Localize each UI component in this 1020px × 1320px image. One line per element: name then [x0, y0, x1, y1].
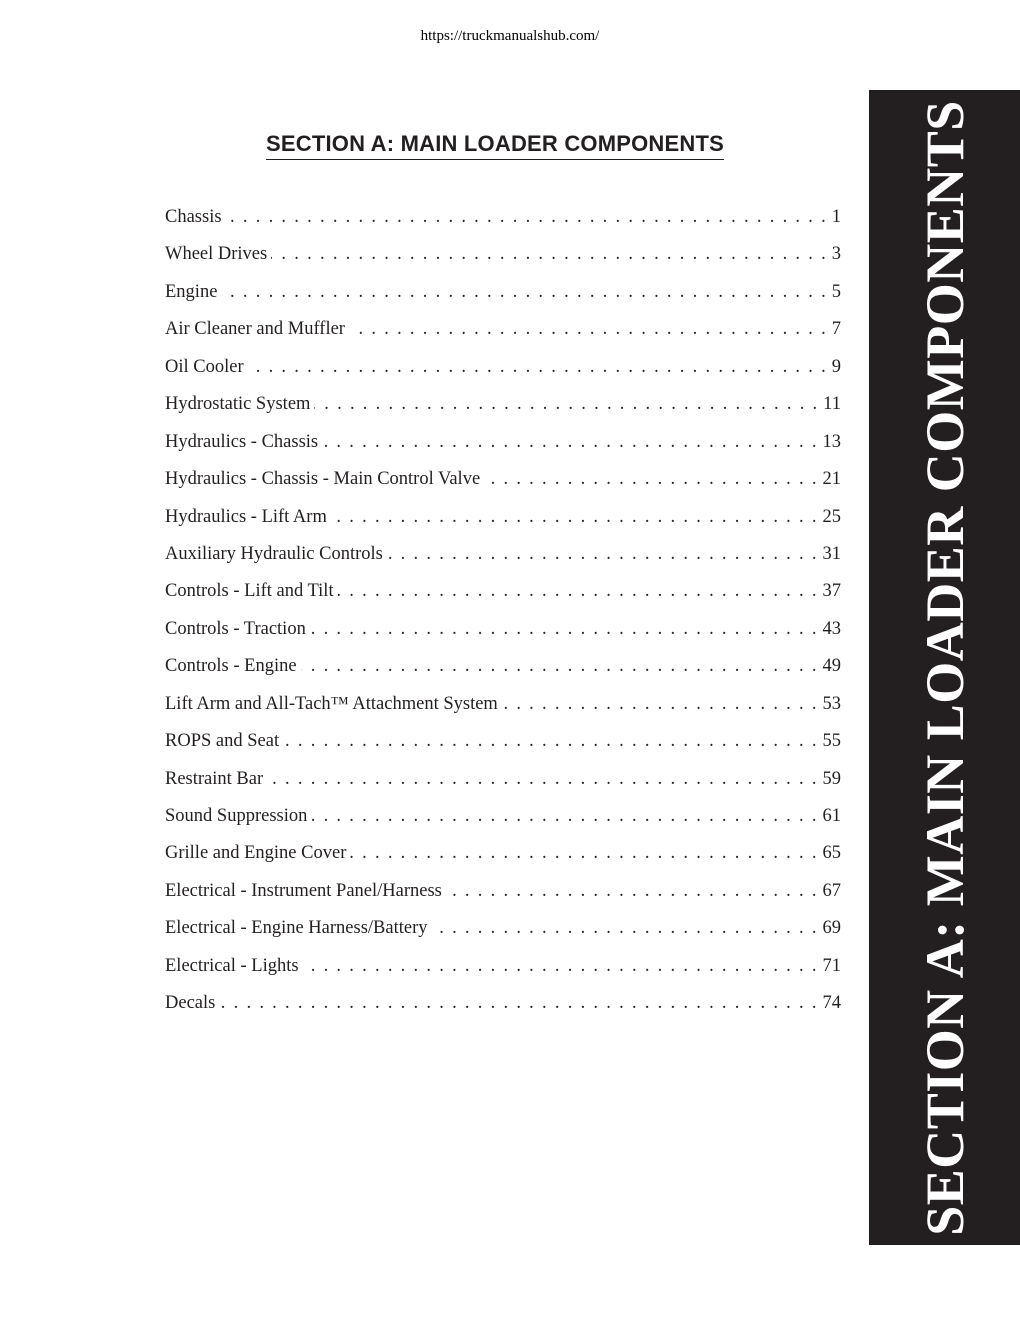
- toc-label: Engine: [165, 281, 218, 302]
- toc-row-air-cleaner[interactable]: [165, 319, 841, 356]
- toc-label: Oil Cooler: [165, 356, 244, 377]
- toc-page-number: 7: [831, 319, 841, 340]
- toc-leader-dots: [248, 357, 826, 378]
- toc-page-number: 65: [822, 843, 841, 864]
- toc-leader-dots: [271, 244, 826, 265]
- toc-row-chassis[interactable]: [165, 207, 841, 244]
- toc-leader-dots: [226, 207, 826, 228]
- page-title-text: SECTION A: MAIN LOADER COMPONENTS: [266, 131, 724, 160]
- toc-label: Decals: [165, 993, 216, 1014]
- toc-leader-dots: [350, 843, 816, 864]
- toc-page-number: 53: [822, 693, 841, 714]
- toc-row-rops-seat[interactable]: [165, 731, 841, 768]
- toc-row-decals[interactable]: [165, 993, 841, 1030]
- toc-row-main-control-valve[interactable]: [165, 469, 841, 506]
- toc-label: Grille and Engine Cover: [165, 843, 347, 864]
- toc-label: ROPS and Seat: [165, 731, 280, 752]
- toc-leader-dots: [349, 319, 826, 340]
- toc-row-controls-lift-tilt[interactable]: [165, 581, 841, 618]
- table-of-contents: [165, 207, 841, 1031]
- toc-row-electrical-instrument-panel[interactable]: [165, 881, 841, 918]
- toc-page-number: 67: [822, 880, 841, 901]
- toc-label: Controls - Lift and Tilt: [165, 581, 334, 602]
- toc-row-lift-arm-all-tach[interactable]: [165, 694, 841, 731]
- toc-leader-dots: [387, 544, 817, 565]
- toc-leader-dots: [502, 694, 817, 715]
- toc-row-hydrostatic-system[interactable]: [165, 394, 841, 431]
- toc-label: Controls - Traction: [165, 618, 306, 639]
- toc-page-number: 49: [822, 656, 841, 677]
- toc-label: Electrical - Engine Harness/Battery: [165, 918, 428, 939]
- section-side-tab: [869, 90, 1020, 1245]
- toc-page-number: 9: [831, 356, 841, 377]
- toc-leader-dots: [314, 394, 817, 415]
- toc-leader-dots: [484, 469, 816, 490]
- toc-label: Hydraulics - Chassis: [165, 431, 319, 452]
- toc-leader-dots: [331, 507, 817, 528]
- toc-page-number: 69: [822, 918, 841, 939]
- toc-leader-dots: [310, 619, 817, 640]
- toc-page-number: 3: [831, 244, 841, 265]
- toc-label: Wheel Drives: [165, 244, 268, 265]
- toc-leader-dots: [267, 769, 816, 790]
- source-url[interactable]: https://truckmanualshub.com/: [420, 28, 600, 44]
- toc-label: Electrical - Lights: [165, 955, 299, 976]
- toc-page-number: 1: [831, 207, 841, 227]
- toc-row-controls-traction[interactable]: [165, 619, 841, 656]
- toc-row-wheel-drives[interactable]: [165, 244, 841, 281]
- toc-leader-dots: [219, 993, 816, 1014]
- toc-row-restraint-bar[interactable]: [165, 769, 841, 806]
- toc-label: Sound Suppression: [165, 806, 308, 826]
- toc-leader-dots: [283, 731, 816, 752]
- toc-page-number: 55: [822, 731, 841, 752]
- toc-label: Restraint Bar: [165, 768, 264, 789]
- toc-page-number: 71: [822, 955, 841, 976]
- toc-page-number: 13: [822, 431, 841, 452]
- toc-page-number: 37: [822, 581, 841, 602]
- toc-label: Hydrostatic System: [165, 394, 311, 415]
- toc-label: Electrical - Instrument Panel/Harness: [165, 880, 442, 901]
- toc-row-sound-suppression[interactable]: [165, 806, 841, 843]
- toc-row-oil-cooler[interactable]: [165, 357, 841, 394]
- toc-label: Controls - Engine: [165, 656, 297, 677]
- toc-page-number: 5: [831, 281, 841, 302]
- toc-row-engine[interactable]: [165, 282, 841, 319]
- toc-label: Lift Arm and All-Tach™ Attachment System: [165, 693, 498, 714]
- toc-page-number: 31: [822, 543, 841, 564]
- toc-leader-dots: [446, 881, 817, 902]
- toc-row-electrical-lights[interactable]: [165, 956, 841, 993]
- toc-row-controls-engine[interactable]: [165, 656, 841, 693]
- toc-row-grille-engine-cover[interactable]: [165, 843, 841, 880]
- toc-page-number: 43: [822, 618, 841, 639]
- page-title: [165, 131, 825, 160]
- toc-leader-dots: [338, 581, 817, 602]
- toc-leader-dots: [311, 806, 816, 827]
- toc-label: Hydraulics - Chassis - Main Control Valve: [165, 469, 481, 490]
- toc-page-number: 21: [822, 469, 841, 490]
- toc-label: Air Cleaner and Muffler: [165, 319, 345, 340]
- toc-leader-dots: [322, 432, 816, 453]
- toc-label: Auxiliary Hydraulic Controls: [165, 543, 383, 564]
- toc-row-hydraulics-lift-arm[interactable]: [165, 507, 841, 544]
- toc-page-number: 25: [822, 506, 841, 527]
- toc-leader-dots: [221, 282, 825, 303]
- toc-page-number: 11: [823, 394, 841, 415]
- toc-page-number: 59: [822, 768, 841, 789]
- toc-row-hydraulics-chassis[interactable]: [165, 432, 841, 469]
- section-side-tab-label: SECTION A: MAIN LOADER COMPONENTS: [914, 99, 975, 1236]
- toc-page-number: 74: [822, 993, 841, 1014]
- toc-row-auxiliary-hydraulic-controls[interactable]: [165, 544, 841, 581]
- toc-leader-dots: [432, 918, 817, 939]
- toc-leader-dots: [303, 956, 817, 977]
- toc-label: Hydraulics - Lift Arm: [165, 506, 327, 527]
- toc-page-number: 61: [822, 806, 841, 826]
- toc-leader-dots: [301, 656, 817, 677]
- toc-label: Chassis: [165, 207, 222, 227]
- toc-row-electrical-engine-harness[interactable]: [165, 918, 841, 955]
